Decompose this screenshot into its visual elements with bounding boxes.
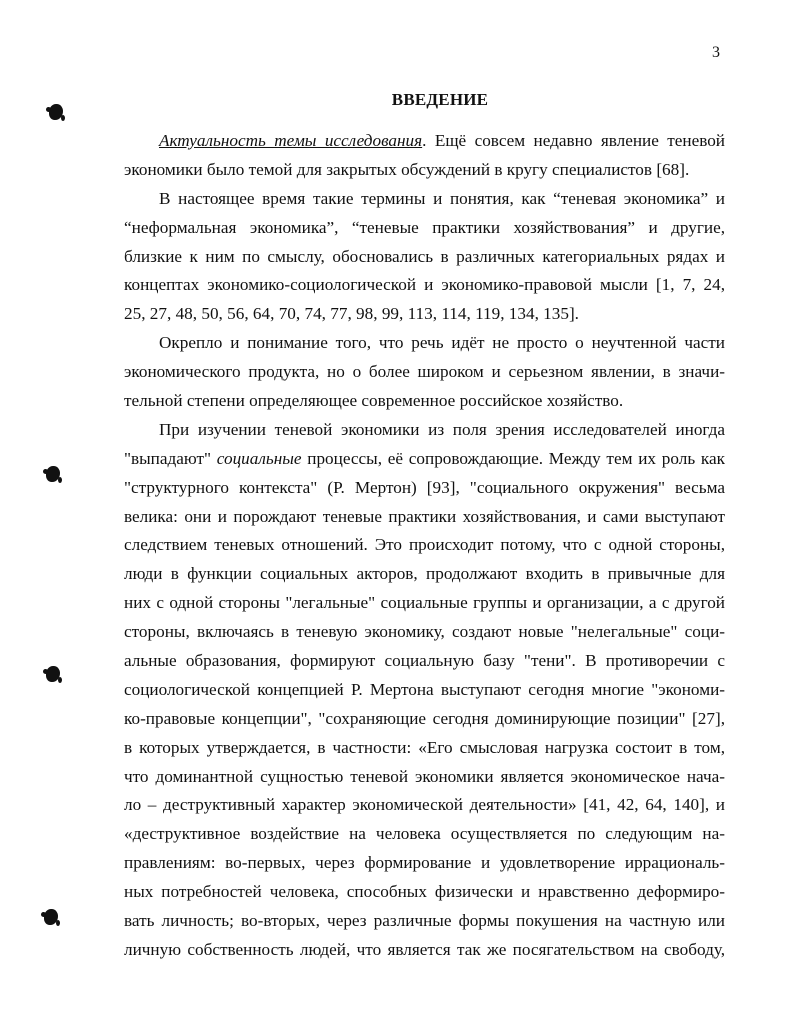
- text-line: правлениям: во-первых, через формирование и удовлетворение иррациональ-: [124, 853, 725, 873]
- text-line: стороны, включаясь в теневую экономику, создают новые "нелегальные" соци-: [124, 622, 725, 642]
- page-title: ВВЕДЕНИЕ: [391, 90, 489, 109]
- text-line: Окрепло и понимание того, что речь идёт не просто о неучтенной части: [159, 333, 725, 353]
- text-span: . Ещё совсем недавно явление теневой: [422, 131, 725, 150]
- text-line: концептах экономико-социологической и экономико-правовой мысли [1, 7, 24,: [124, 275, 725, 295]
- text-line: ло – деструктивный характер экономической деятельности» [41, 42, 64, 140], и: [124, 795, 725, 815]
- text-line: 25, 27, 48, 50, 56, 64, 70, 74, 77, 98, 99, 113, 114, 119, 134, 135].: [124, 304, 579, 324]
- text-span: "выпадают": [124, 448, 217, 468]
- text-line: велика: они и порождают теневые практики хозяйствования, и сами выступают: [124, 506, 725, 526]
- text-line: что доминантной сущностью теневой экономики является экономическое нача-: [124, 766, 725, 786]
- text-line: люди в функции социальных акторов, продолжают входить в привычные для: [124, 564, 725, 584]
- text-line: В настоящее время такие термины и понятия, как “теневая экономика” и: [159, 188, 725, 208]
- text-line: ко-правовые концепции", "сохраняющие сегодня доминирующие позиции" [27],: [124, 708, 725, 728]
- topic-relevance-heading: Актуальность темы исследования: [159, 131, 423, 150]
- text-line: ных потребностей человека, способных физически и нравственно деформиро-: [124, 882, 725, 902]
- page-number: 3: [712, 44, 720, 61]
- text-line: “неформальная экономика”, “теневые практики хозяйствования” и другие,: [124, 217, 725, 237]
- document-body: [124, 127, 725, 965]
- text-line: них с одной стороны "легальные" социальные группы и организации, а с другой: [124, 593, 725, 613]
- text-line: вать личность; во-вторых, через различные формы покушения на частную или: [124, 911, 725, 931]
- text-line: "структурного контекста" (Р. Мертон) [93], "социального окружения" весьма: [124, 477, 725, 497]
- text-line: личную собственность людей, что является так же посягательством на свободу,: [124, 939, 725, 959]
- text-span: процессы, её сопровождающие. Между тем их роль как: [301, 448, 725, 468]
- text-line: [124, 127, 725, 156]
- text-line: При изучении теневой экономики из поля зрения исследователей иногда: [159, 419, 725, 439]
- text-line: экономического продукта, но о более широком и серьезном явлении, в значи-: [124, 362, 725, 382]
- punch-hole-mark: [46, 666, 60, 682]
- text-line: в которых утверждается, в частности: «Его смысловая нагрузка состоит в том,: [124, 737, 725, 757]
- text-line: «деструктивное воздействие на человека осуществляется по следующим на-: [124, 824, 725, 844]
- punch-hole-mark: [46, 466, 60, 482]
- punch-hole-mark: [44, 909, 58, 925]
- italic-word: социальные: [216, 448, 302, 468]
- text-line: следствием теневых отношений. Это происходит потому, что с одной стороны,: [124, 535, 725, 555]
- text-line: экономики было темой для закрытых обсуждений в кругу специалистов [68].: [124, 159, 690, 179]
- text-line: [124, 445, 725, 474]
- text-line: тельной степени определяющее современное российское хозяйство.: [124, 391, 624, 411]
- text-line: близкие к ним по смыслу, обосновались в различных категориальных рядах и: [124, 246, 725, 266]
- text-line: социологической концепцией Р. Мертона выступают сегодня многие "экономи-: [124, 679, 725, 699]
- text-line: альные образования, формируют социальную базу "тени". В противоречии с: [124, 651, 725, 671]
